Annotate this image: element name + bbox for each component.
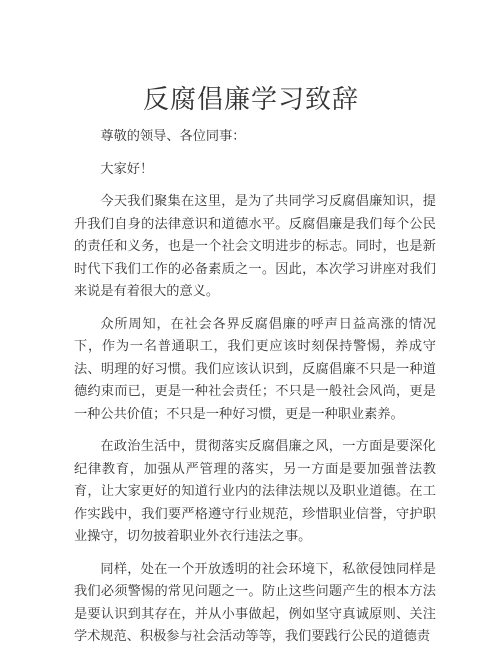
paragraph: 在政治生活中，贯彻落实反腐倡廉之风，一方面是要深化纪律教育，加强从严管理的落实，另一方面是要加强普法教育，让大家更好的知道行业内的法律法规以及职业道德。在工作实践中，我们要严格遵守行业规范，珍惜职业信誉，守护职业操守，切勿披着职业外衣行违法之事。	[74, 439, 436, 544]
paragraph: 同样，处在一个开放透明的社会环境下，私欲侵蚀同样是我们必须警惕的常见问题之一。防止这些问题产生的根本方法是要认识到其存在，并从小事做起，例如坚守真诚原则、关注学术规范、积极参与社会活动等等，我们要践行公民的道德责	[74, 561, 436, 644]
paragraph: 今天我们聚集在这里，是为了共同学习反腐倡廉知识，提升我们自身的法律意识和道德水平。反腐倡廉是我们每个公民的责任和义务，也是一个社会文明进步的标志。同时，也是新时代下我们工作的必备素质之一。因此，本次学习讲座对我们来说是有着很大的意义。	[74, 194, 436, 299]
paragraph: 众所周知，在社会各界反腐倡廉的呼声日益高涨的情况下，作为一名普通职工，我们更应该时刻保持警惕，养成守法、明理的好习惯。我们应该认识到，反腐倡廉不只是一种道德约束而已，更是一种社会责任；不只是一般社会风尚，更是一种公共价值；不只是一种好习惯，更是一种职业素养。	[74, 316, 436, 422]
document-body	[74, 126, 436, 659]
greeting: 大家好！	[100, 161, 154, 177]
document-title: 反腐倡廉学习致辞	[142, 85, 359, 115]
salutation: 尊敬的领导、各位同事：	[100, 129, 246, 144]
